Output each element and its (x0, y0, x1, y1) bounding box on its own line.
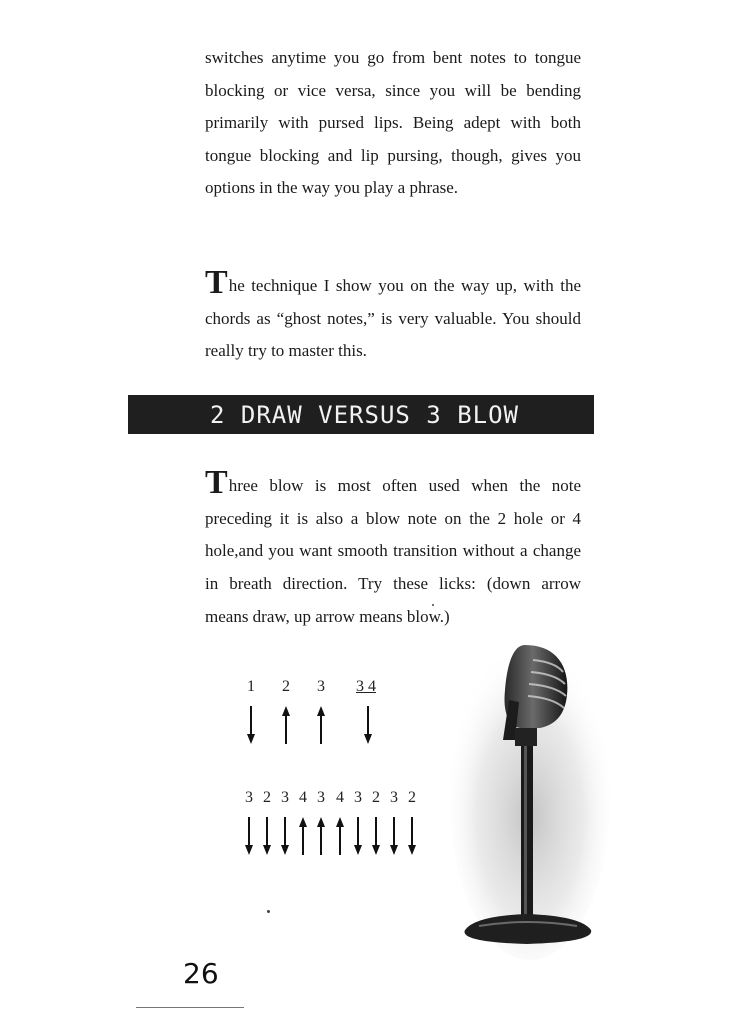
down-arrow-icon (364, 706, 372, 744)
up-arrow-icon (317, 706, 325, 744)
up-arrow-icon (336, 817, 344, 855)
microphone-icon (445, 630, 610, 960)
up-arrow-icon (282, 706, 290, 744)
section-heading (128, 395, 594, 434)
hole-number: 4 (299, 789, 307, 806)
down-arrow-icon (354, 817, 362, 855)
hole-number: 3 (245, 789, 253, 806)
hole-number: 2 (372, 789, 380, 806)
lick-1-numbers (0, 678, 750, 698)
print-speck (267, 910, 270, 913)
hole-number: 2 (408, 789, 416, 806)
down-arrow-icon (245, 817, 253, 855)
up-arrow-icon (299, 817, 307, 855)
hole-number: 1 (247, 678, 255, 695)
page-number: 26 (183, 957, 219, 990)
down-arrow-icon (390, 817, 398, 855)
down-arrow-icon (372, 817, 380, 855)
hole-number: 3 (354, 789, 362, 806)
hole-number: 2 (263, 789, 271, 806)
down-arrow-icon (247, 706, 255, 744)
hole-number: 2 (282, 678, 290, 695)
up-arrow-icon (317, 817, 325, 855)
paragraph-3 (205, 464, 581, 634)
hole-number: 3 4 (356, 678, 376, 695)
drop-cap: T (205, 264, 228, 301)
down-arrow-icon (408, 817, 416, 855)
paragraph-3-text: hree blow is most often used when the note preceding it is also a blow note on the 2 hole or 4 hole,and you want smooth transition without a change in breath direction. Try these licks: (down arrow means draw, up arrow means blow.) (205, 476, 581, 626)
hole-number: 4 (336, 789, 344, 806)
lick-2-arrows (0, 813, 750, 863)
paragraph-2-text: he technique I show you on the way up, with the chords as “ghost notes,” is very valuable. You should really try to master this. (205, 276, 581, 360)
drop-cap: T (205, 464, 228, 501)
down-arrow-icon (281, 817, 289, 855)
lick-2-numbers (0, 789, 750, 809)
hole-number: 3 (317, 678, 325, 695)
hole-number: 3 (390, 789, 398, 806)
lick-1-arrows (0, 702, 750, 752)
footer-rule (136, 1007, 244, 1008)
paragraph-2 (205, 264, 581, 368)
hole-number: 3 (317, 789, 325, 806)
hole-number: 3 (281, 789, 289, 806)
print-speck (432, 604, 434, 606)
down-arrow-icon (263, 817, 271, 855)
section-heading-text: 2 DRAW VERSUS 3 BLOW (210, 400, 519, 429)
paragraph-1: switches anytime you go from bent notes to tongue blocking or vice versa, since you will be bending primarily with pursed lips. Being adept with both tongue blocking and lip pursing, though, gives you options in the way you play a phrase. (205, 48, 581, 197)
